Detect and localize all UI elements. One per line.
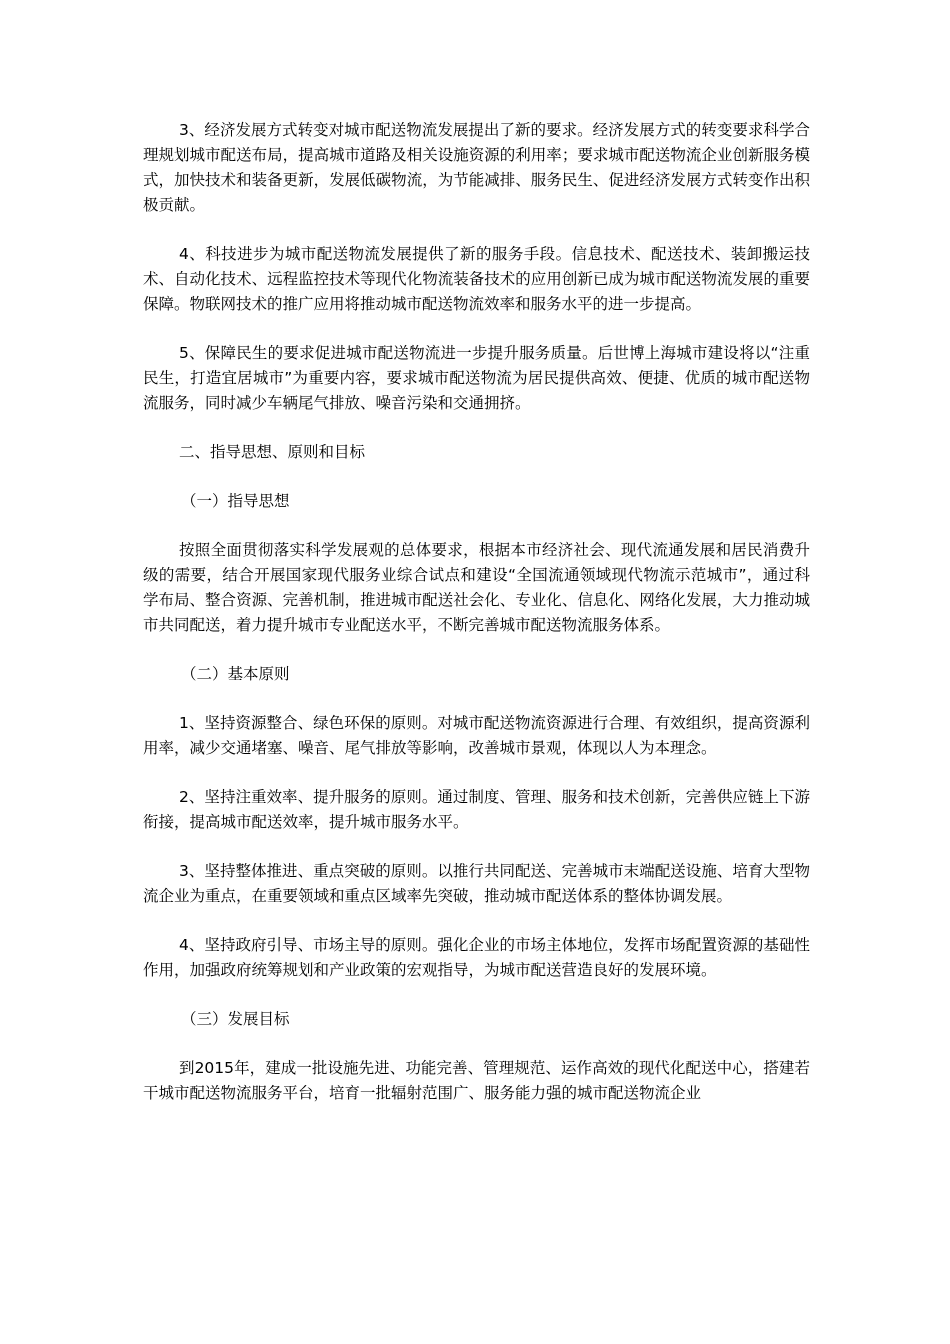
paragraph-guiding-ideology: 按照全面贯彻落实科学发展观的总体要求，根据本市经济社会、现代流通发展和居民消费升级的需要，结合开展国家现代服务业综合试点和建设“全国流通领域现代物流示范城市”，通过科学布局、整合资源、完善机制，推进城市配送社会化、专业化、信息化、网络化发展，大力推动城市共同配送，着力提升城市专业配送水平，不断完善城市配送物流服务体系。 — [143, 541, 810, 634]
paragraph-development-goals: 到2015年，建成一批设施先进、功能完善、管理规范、运作高效的现代化配送中心，搭建若干城市配送物流服务平台，培育一批辐射范围广、服务能力强的城市配送物流企业 — [143, 1059, 810, 1102]
paragraph-principle-4: 4、坚持政府引导、市场主导的原则。强化企业的市场主体地位，发挥市场配置资源的基础性作用，加强政府统筹规划和产业政策的宏观指导，为城市配送营造良好的发展环境。 — [143, 936, 810, 979]
section-heading-guiding-principles: 二、指导思想、原则和目标 — [179, 443, 366, 461]
paragraph-technology-progress: 4、科技进步为城市配送物流发展提供了新的服务手段。信息技术、配送技术、装卸搬运技术、自动化技术、远程监控技术等现代化物流装备技术的应用创新已成为城市配送物流发展的重要保障。物联网技术的推广应用将推动城市配送物流效率和服务水平的进一步提高。 — [143, 245, 810, 313]
paragraph-principle-3: 3、坚持整体推进、重点突破的原则。以推行共同配送、完善城市末端配送设施、培育大型物流企业为重点，在重要领域和重点区域率先突破，推动城市配送体系的整体协调发展。 — [143, 862, 810, 905]
paragraph-economic-transformation: 3、经济发展方式转变对城市配送物流发展提出了新的要求。经济发展方式的转变要求科学合理规划城市配送布局，提高城市道路及相关设施资源的利用率；要求城市配送物流企业创新服务模式，加快技术和装备更新，发展低碳物流，为节能减排、服务民生、促进经济发展方式转变作出积极贡献。 — [143, 121, 810, 214]
paragraph-principle-2: 2、坚持注重效率、提升服务的原则。通过制度、管理、服务和技术创新，完善供应链上下游衔接，提高城市配送效率，提升城市服务水平。 — [143, 788, 810, 831]
document-page — [143, 118, 810, 1130]
subheading-development-goals: （三）发展目标 — [181, 1010, 290, 1028]
subheading-basic-principles: （二）基本原则 — [181, 665, 290, 683]
subheading-guiding-ideology: （一）指导思想 — [181, 492, 290, 510]
paragraph-principle-1: 1、坚持资源整合、绿色环保的原则。对城市配送物流资源进行合理、有效组织，提高资源利用率，减少交通堵塞、噪音、尾气排放等影响，改善城市景观，体现以人为本理念。 — [143, 714, 810, 757]
paragraph-livelihood-requirements: 5、保障民生的要求促进城市配送物流进一步提升服务质量。后世博上海城市建设将以“注重民生，打造宜居城市”为重要内容，要求城市配送物流为居民提供高效、便捷、优质的城市配送物流服务，同时减少车辆尾气排放、噪音污染和交通拥挤。 — [143, 344, 810, 412]
